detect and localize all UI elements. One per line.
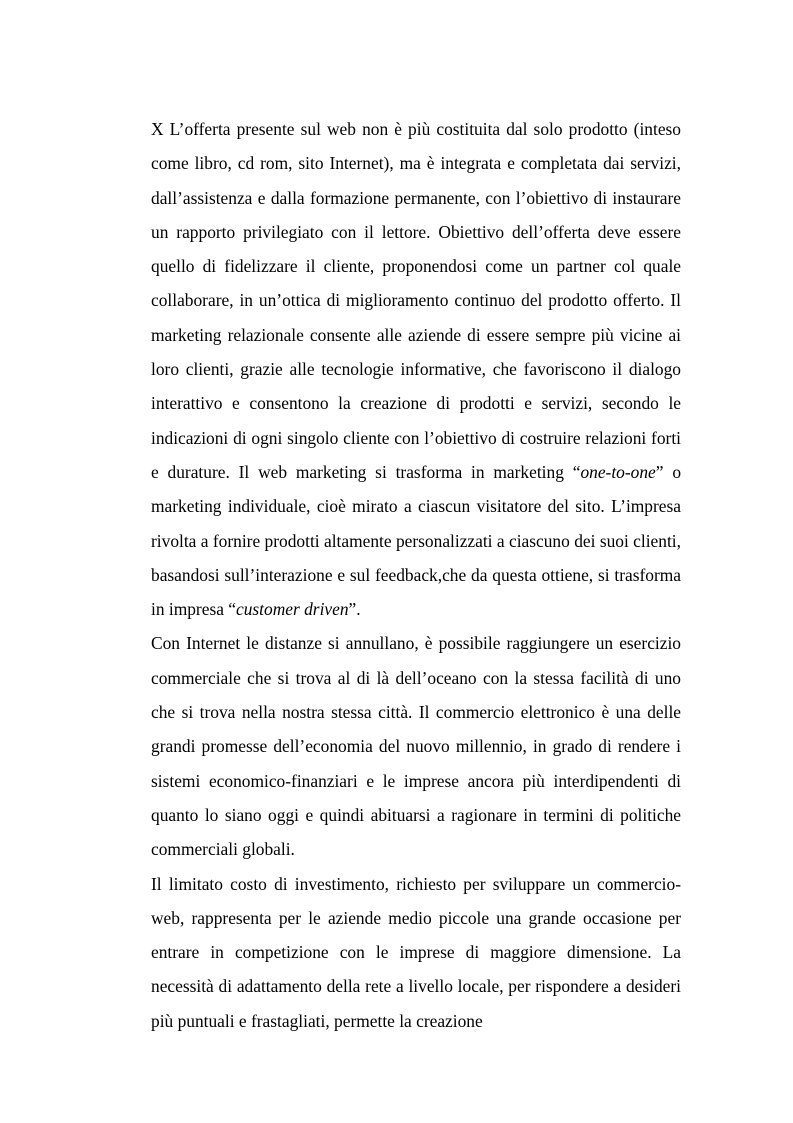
text-segment: ” o marketing individuale, cioè mirato a ciascun visitatore del sito. L’impresa rivolta a fornire prodotti altamente personalizzati a ciascuno dei suoi clienti, basandosi sull’interazione e sul feedback,che da questa ottiene, si trasforma in impresa “ [151,461,682,620]
paragraph-investment-cost: Il limitato costo di investimento, richiesto per sviluppare un commercio-web, rappresenta per le aziende medio piccole una grande occasione per entrare in competizione con le imprese di maggiore dimensione. La necessità di adattamento della rete a livello locale, per rispondere a desideri più puntuali e frastagliati, permette la creazione [151,873,681,1031]
paragraph-internet-distances: Con Internet le distanze si annullano, è possibile raggiungere un esercizio commerciale che si trova al di là dell’oceano con la stessa facilità di uno che si trova nella nostra stessa città. Il commercio elettronico è una delle grandi promesse dell’economia del nuovo millennio, in grado di rendere i sistemi economico-finanziari e le imprese ancora più interdipendenti di quanto lo siano oggi e quindi abituarsi a ragionare in termini di politiche commerciali globali. [151,633,681,860]
text-segment: X L’offerta presente sul web non è più costituita dal solo prodotto (inteso come libro, cd rom, sito Internet), ma è integrata e completata dai servizi, dall’assistenza e dalla formazione permanente, con l’obiettivo di instaurare un rapporto privilegiato con il lettore. Obiettivo dell’offerta deve essere quello di fidelizzare il cliente, proponendosi come un partner col quale collaborare, in un’ottica di miglioramento continuo del prodotto offerto. Il marketing relazionale consente alle aziende di essere sempre più vicine ai loro clienti, grazie alle tecnologie informative, che favoriscono il dialogo interattivo e consentono la creazione di prodotti e servizi, secondo le indicazioni di ogni singolo cliente con l’obiettivo di costruire relazioni forti e durature. Il web marketing si trasforma in marketing “ [151,119,681,482]
italic-term-one-to-one: one-to-one [580,461,656,482]
text-segment: ”. [348,599,361,620]
italic-term-customer-driven: customer driven [236,599,349,620]
paragraph-web-offer [151,112,681,626]
body-text [151,112,681,1038]
